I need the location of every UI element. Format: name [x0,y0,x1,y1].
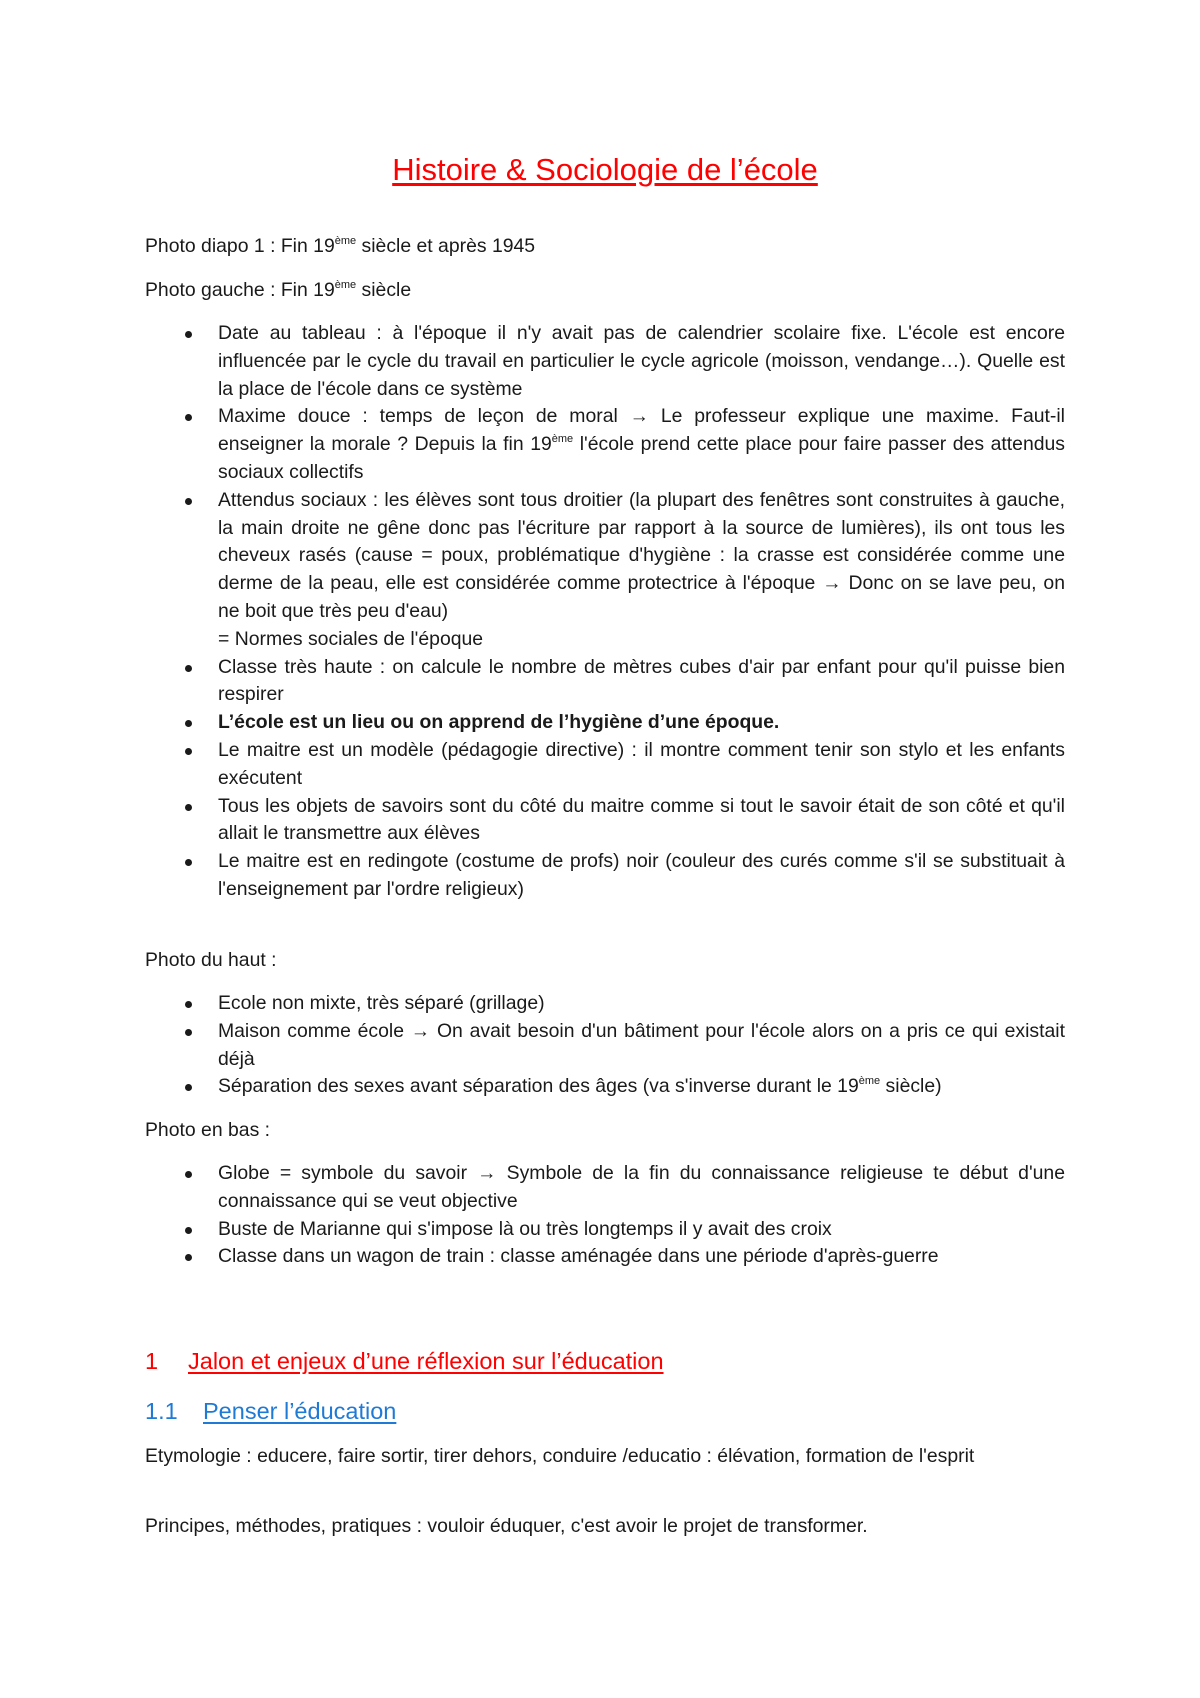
list-item [145,1160,1065,1216]
bullet-icon [185,498,192,505]
bullet-icon [185,720,192,727]
list-item-text: Maison comme école → On avait besoin d'un bâtiment pour l'école alors on a pris ce qui existait déjà [218,1019,1065,1070]
list-item [145,487,1065,654]
list-item-text: Le maitre est en redingote (costume de profs) noir (couleur des curés comme s'il se substituait à l'enseignement par l'ordre religieux) [218,850,1065,900]
paragraph-etymology: Etymologie : educere, faire sortir, tirer dehors, conduire /educatio : élévation, formation de l'esprit [145,1445,975,1467]
list-item [145,1243,1065,1271]
list-item-text-end: siècle) [880,1075,942,1098]
bullet-icon [185,1171,192,1178]
bullet-icon [185,804,192,811]
list-item [145,403,1065,486]
bullet-icon [185,1001,192,1008]
list-item-text: L’école est un lieu ou on apprend de l’hygiène d’une époque. [218,711,780,734]
bullet-icon [185,1084,192,1091]
list-item [145,793,1065,849]
superscript: ème [858,1075,881,1088]
section-label-photo-du-haut: Photo du haut : [145,949,277,971]
list-item-text: Classe dans un wagon de train : classe aménagée dans une période d'après-guerre [218,1245,939,1268]
list-item [145,848,1065,904]
bullet-list-photo-du-haut [145,990,1065,1101]
bullet-list-photo-en-bas [145,1160,1065,1271]
list-item-text: Ecole non mixte, très séparé (grillage) [218,992,545,1014]
list-item-extra-line: = Normes sociales de l'époque [218,627,484,650]
bullet-icon [185,748,192,755]
list-item-bold [145,709,1065,737]
list-item [145,737,1065,793]
superscript: ème [334,279,357,291]
list-item [145,1073,1065,1101]
intro-line-2 [145,276,1065,304]
list-item [145,654,1065,710]
bullet-icon [185,665,192,672]
heading-number: 1.1 [145,1398,178,1424]
intro-line-2-text-end: siècle [356,279,412,301]
intro-line-1-text-end: siècle et après 1945 [356,235,536,257]
document-title: Histoire & Sociologie de l’école [392,152,818,187]
heading-level-1 [145,1348,1065,1375]
list-item [145,1018,1065,1074]
bullet-list-photo-gauche [145,320,1065,904]
bullet-icon [185,1227,192,1234]
list-item-text: Date au tableau : à l'époque il n'y avait pas de calendrier scolaire fixe. L'école est encore influencée par le cycle du travail en particulier le cycle agricole (moisson, vendange…). Quelle est la place de l'école dans ce système [218,322,1065,400]
intro-line-1-text: Photo diapo 1 : Fin 19 [145,235,335,257]
superscript: ème [551,433,574,446]
heading-level-2 [145,1398,1065,1425]
bullet-icon [185,331,192,338]
list-item-text-end: l'école prend cette place pour faire passer des attendus sociaux collectifs [218,433,1065,483]
list-item-text: Tous les objets de savoirs sont du côté du maitre comme si tout le savoir était de son côté et qu'il allait le transmettre aux élèves [218,794,1065,845]
list-item-text: Maxime douce : temps de leçon de moral → Le professeur explique une maxime. Faut-il enseigner la morale ? Depuis la fin 19 [218,405,1065,456]
heading-text: Penser l’éducation [203,1398,397,1424]
list-item-text: Classe très haute : on calcule le nombre de mètres cubes d'air par enfant pour qu'il puisse bien respirer [218,655,1065,706]
list-item-text: Le maitre est un modèle (pédagogie directive) : il montre comment tenir son stylo et les enfants exécutent [218,738,1065,789]
list-item [145,990,1065,1018]
list-item-text: Buste de Marianne qui s'impose là ou très longtemps il y avait des croix [218,1217,832,1240]
list-item [145,320,1065,403]
section-label-photo-en-bas: Photo en bas : [145,1119,271,1141]
list-item-text: Globe = symbole du savoir → Symbole de la fin du connaissance religieuse te début d'une connaissance qui se veut objective [218,1162,1065,1212]
heading-number: 1 [145,1348,159,1374]
bullet-icon [185,1029,192,1036]
list-item-text: Séparation des sexes avant séparation des âges (va s'inverse durant le 19 [218,1075,859,1098]
bullet-icon [185,1254,192,1261]
paragraph-principles: Principes, méthodes, pratiques : vouloir éduquer, c'est avoir le projet de transformer. [145,1515,868,1537]
bullet-icon [185,859,192,866]
list-item-text: Attendus sociaux : les élèves sont tous droitier (la plupart des fenêtres sont construites à gauche, la main droite ne gêne donc pas l'écriture par rapport à la source de lumières), ils ont tous les cheveux rasés (cause = poux, problématique d'hygiène : la crasse est considérée comme une derme de la peau, elle est considérée comme protectrice à l'époque → Donc on se lave peu, on ne boit que très peu d'eau) [218,488,1065,622]
intro-line-2-text: Photo gauche : Fin 19 [145,279,335,301]
heading-text: Jalon et enjeux d’une réflexion sur l’éducation [188,1348,664,1374]
superscript: ème [334,235,357,247]
bullet-icon [185,414,192,421]
list-item [145,1216,1065,1244]
intro-line-1 [145,232,1065,260]
